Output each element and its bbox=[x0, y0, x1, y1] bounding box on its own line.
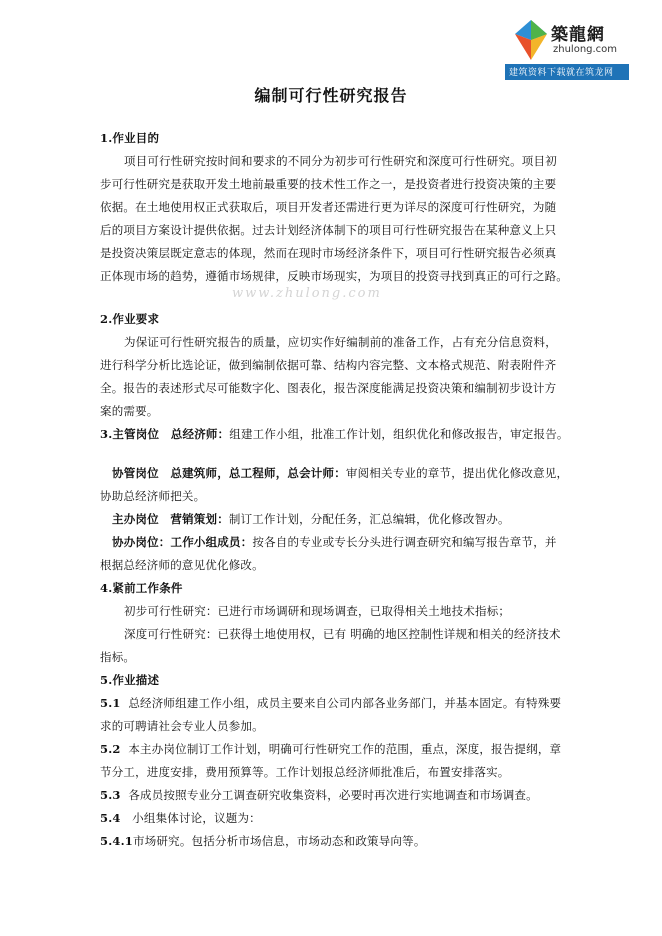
item-5-1-continued: 求的可聘请社会专业人员参加。 bbox=[100, 719, 264, 733]
co-role: 工作小组成员： bbox=[170, 535, 253, 549]
logo-domain: zhulong.com bbox=[553, 44, 618, 55]
item-number: 5.4 bbox=[100, 811, 121, 825]
section-2-paragraph-line: 案的需要。 bbox=[100, 404, 159, 418]
assist-post-label: 协管岗位 bbox=[112, 466, 159, 480]
item-number: 5.1 bbox=[100, 696, 121, 710]
section-4-line: 深度可行性研究：已获得土地使用权，已有 明确的地区控制性详规和相关的经济技术 bbox=[124, 627, 561, 641]
section-1-paragraph-line: 项目可行性研究按时间和要求的不同分为初步可行性研究和深度可行性研究。项目初 bbox=[124, 154, 557, 168]
item-5-2-continued: 节分工，进度安排，费用预算等。工作计划报总经济师批准后，布置安排落实。 bbox=[100, 765, 510, 779]
logo-name: 築龍網 bbox=[551, 25, 605, 45]
logo-slogan: 建筑资料下载就在筑龙网 bbox=[509, 68, 614, 78]
main-role: 营销策划： bbox=[170, 512, 229, 526]
main-post-label: 主办岗位 bbox=[112, 512, 159, 526]
section-2-paragraph-line: 进行科学分析比选论证，做到编制依据可靠、结构内容完整、文本格式规范、附表附件齐 bbox=[100, 358, 557, 372]
section-4-line: 指标。 bbox=[100, 650, 136, 664]
item-5-4 bbox=[100, 811, 570, 825]
section-2-paragraph-line: 为保证可行性研究报告的质量，应切实作好编制前的准备工作，占有充分信息资料， bbox=[124, 335, 557, 349]
item-5-1 bbox=[100, 696, 570, 710]
document-title: 编制可行性研究报告 bbox=[254, 86, 408, 105]
item-text: 小组集体讨论，议题为： bbox=[132, 811, 261, 825]
item-text: 本主办岗位制订工作计划，明确可行性研究工作的范围，重点，深度，报告提纲，章 bbox=[128, 742, 562, 756]
assist-post-line bbox=[112, 466, 582, 480]
logo-slogan-bar bbox=[505, 64, 629, 80]
lead-role: 总经济师： bbox=[170, 427, 230, 441]
assist-duty-continued: 协助总经济师把关。 bbox=[100, 489, 206, 503]
section-3-heading: 3.主管岗位 bbox=[100, 427, 160, 441]
item-text: 各成员按照专业分工调查研究收集资料，必要时再次进行实地调查和市场调查。 bbox=[128, 788, 538, 802]
item-number: 5.2 bbox=[100, 742, 121, 756]
section-1-paragraph-line: 后的项目方案设计提供依据。过去计划经济体制下的项目可行性研究报告在某种意义上只 bbox=[100, 223, 557, 237]
zhulong-logo[interactable] bbox=[505, 14, 629, 80]
item-text: 总经济师组建工作小组，成员主要来自公司内部各业务部门，并基本固定。有特殊要 bbox=[128, 696, 562, 710]
section-1-paragraph-line: 步可行性研究是获取开发土地前最重要的技术性工作之一，是投资者进行投资决策的主要 bbox=[100, 177, 557, 191]
item-text: 市场研究。包括分析市场信息，市场动态和政策导向等。 bbox=[133, 834, 426, 848]
item-5-4-1 bbox=[100, 834, 570, 848]
assist-role: 总建筑师，总工程师，总会计师： bbox=[170, 466, 346, 480]
section-1-paragraph-line: 依据。在土地使用权正式获取后，项目开发者还需进行更为详尽的深度可行性研究，为随 bbox=[100, 200, 557, 214]
section-2-heading: 2.作业要求 bbox=[100, 312, 160, 326]
co-duty-continued: 根据总经济师的意见优化修改。 bbox=[100, 558, 264, 572]
section-1-paragraph-line: 是投资决策层既定意志的体现，然而在现时市场经济条件下，项目可行性研究报告必须真 bbox=[100, 246, 557, 260]
lead-duty: 组建工作小组，批准工作计划，组织优化和修改报告，审定报告。 bbox=[229, 427, 569, 441]
section-5-heading: 5.作业描述 bbox=[100, 673, 160, 687]
co-post-line bbox=[112, 535, 582, 549]
section-4-line: 初步可行性研究：已进行市场调研和现场调查，已取得相关土地技术指标； bbox=[124, 604, 511, 618]
co-post-label: 协办岗位： bbox=[112, 535, 171, 549]
section-3-lead bbox=[100, 427, 570, 441]
item-number: 5.4.1 bbox=[100, 834, 134, 848]
section-1-paragraph-line: 正体现市场的趋势，遵循市场规律，反映市场现实，为项目的投资寻找到真正的可行之路。 bbox=[100, 269, 568, 283]
assist-duty: 审阅相关专业的章节，提出优化修改意见， bbox=[345, 466, 569, 480]
co-duty: 按各自的专业或专长分头进行调查研究和编写报告章节，并 bbox=[252, 535, 557, 549]
section-2-paragraph-line: 全。报告的表述形式尽可能数字化、图表化，报告深度能满足投资决策和编制初步设计方 bbox=[100, 381, 557, 395]
item-5-2 bbox=[100, 742, 570, 756]
section-4-heading: 4.紧前工作条件 bbox=[100, 581, 183, 595]
gem-logo-icon bbox=[513, 18, 549, 62]
main-post-line bbox=[112, 512, 582, 526]
main-duty: 制订工作计划，分配任务，汇总编辑，优化修改智办。 bbox=[228, 512, 510, 526]
section-1-heading: 1.作业目的 bbox=[100, 131, 160, 145]
item-5-3 bbox=[100, 788, 570, 802]
watermark: www.zhulong.com bbox=[232, 286, 382, 301]
item-number: 5.3 bbox=[100, 788, 121, 802]
